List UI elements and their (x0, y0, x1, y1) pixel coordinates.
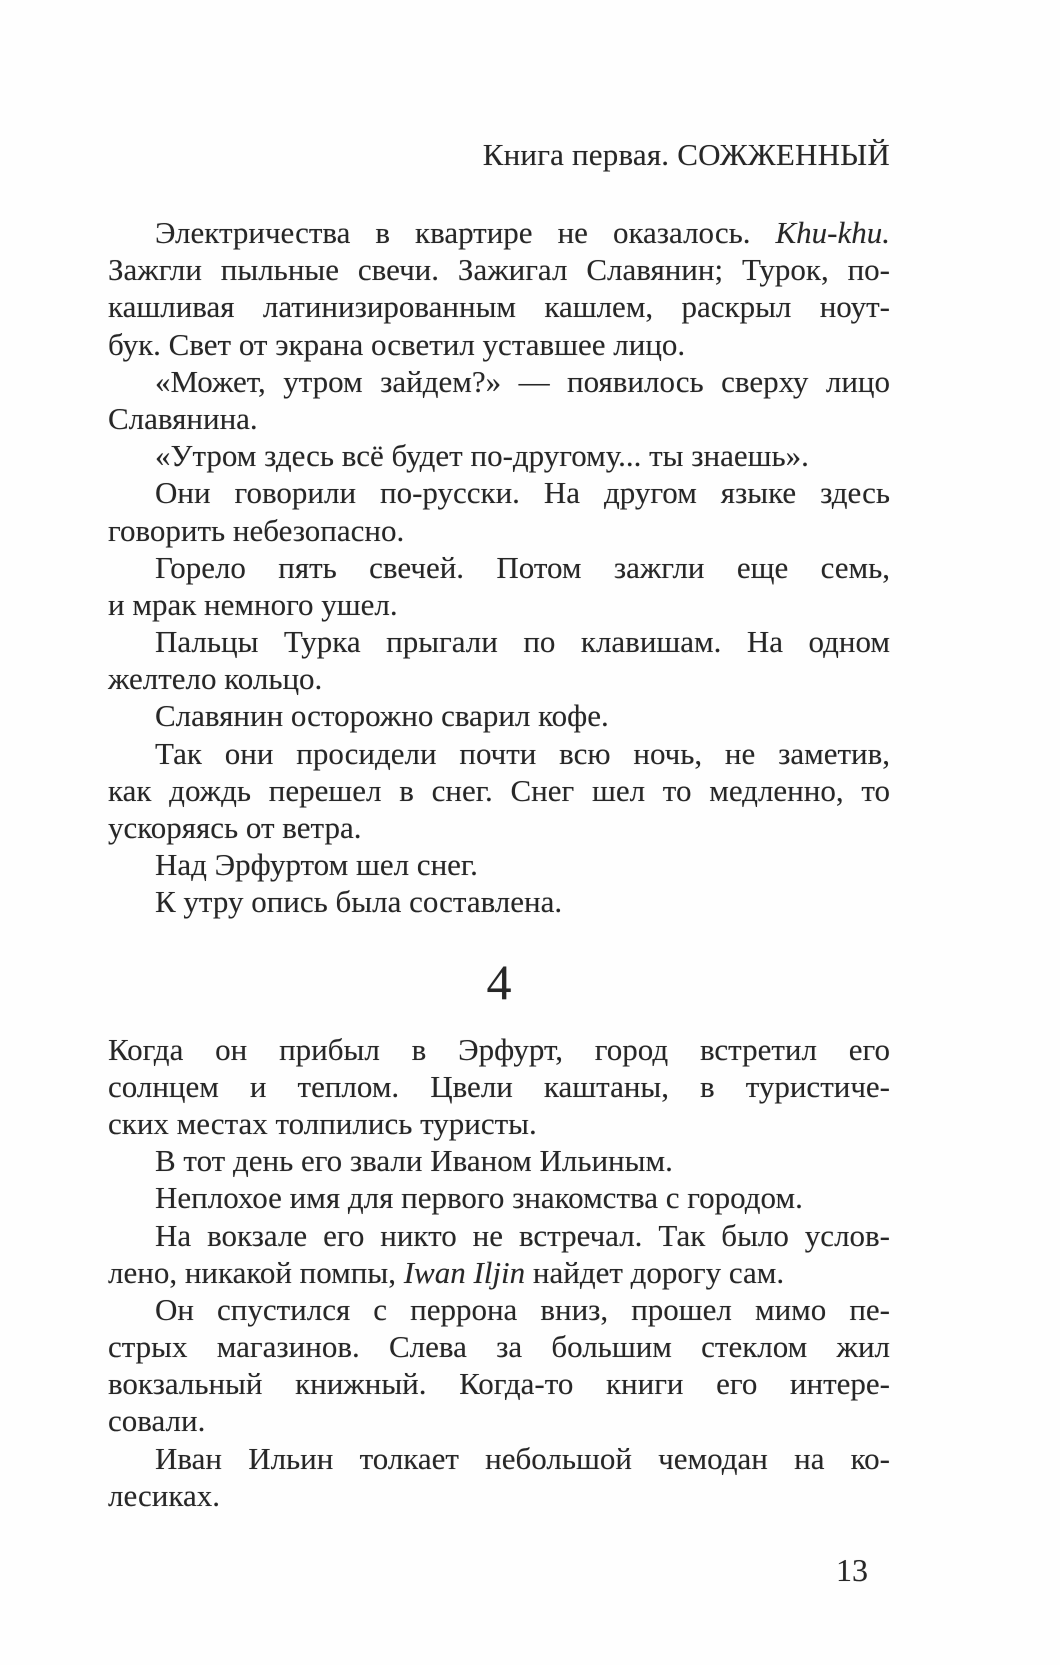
text-line (108, 623, 890, 660)
text-line (108, 697, 890, 734)
text-segment: совали. (108, 1403, 206, 1439)
paragraph (108, 1217, 890, 1291)
text-segment: найдет дорогу сам. (525, 1254, 785, 1290)
text-line (108, 883, 890, 920)
text-segment: лено, никакой помпы, (108, 1254, 404, 1290)
text-line (108, 363, 890, 400)
text-segment: Пальцы Турка прыгали по клавишам. На одном (155, 624, 890, 660)
text-line (108, 1031, 890, 1068)
text-segment: ских местах толпились туристы. (108, 1105, 537, 1141)
text-line (108, 1142, 890, 1179)
text-line (108, 586, 890, 623)
text-segment: Электричества в квартире не оказалось. (155, 215, 776, 250)
text-segment: Над Эрфуртом шел снег. (155, 847, 478, 883)
running-header: Книга первая. СОЖЖЕННЫЙ (482, 137, 890, 172)
text-segment: кашливая латинизированным кашлем, раскрыл ноут- (108, 289, 890, 325)
text-line (108, 1477, 890, 1514)
text-line (108, 1328, 890, 1365)
text-segment: стрых магазинов. Слева за большим стеклом жил (108, 1329, 890, 1365)
text-segment: Зажгли пыльные свечи. Зажигал Славянин; Турок, по- (108, 252, 890, 288)
text-segment: Славянин осторожно сварил кофе. (155, 698, 609, 734)
paragraph (108, 883, 890, 920)
text-segment: лесиках. (108, 1477, 220, 1513)
text-segment: вокзальный книжный. Когда-то книги его интере- (108, 1366, 890, 1402)
page-number: 13 (836, 1552, 868, 1588)
paragraph (108, 846, 890, 883)
text-line (108, 214, 890, 251)
text-line (108, 846, 890, 883)
text-line (108, 1179, 890, 1216)
paragraph (108, 735, 890, 847)
text-line (108, 660, 890, 697)
text-line (108, 512, 890, 549)
text-segment: «Утром здесь всё будет по-другому... ты знаешь». (155, 438, 809, 474)
text-line (108, 326, 890, 363)
paragraph (108, 549, 890, 623)
paragraph (108, 1440, 890, 1514)
paragraph (108, 437, 890, 474)
text-segment: ускоряясь от ветра. (108, 810, 362, 845)
text-line (108, 437, 890, 474)
page-body (108, 214, 890, 1514)
text-line (108, 549, 890, 586)
paragraph (108, 474, 890, 548)
text-line (108, 1254, 890, 1291)
text-segment: В тот день его звали Иваном Ильиным. (155, 1143, 673, 1179)
text-segment: Он спустился с перрона вниз, прошел мимо пе- (155, 1291, 890, 1327)
text-line (108, 772, 890, 809)
text-segment: Славянина. (108, 400, 258, 436)
text-line (108, 1291, 890, 1328)
text-segment: солнцем и теплом. Цвели каштаны, в туристиче- (108, 1068, 890, 1104)
paragraph (108, 214, 890, 363)
text-line (108, 1105, 890, 1142)
text-segment: Так они просидели почти всю ночь, не заметив, (155, 735, 890, 771)
paragraph (108, 1179, 890, 1216)
text-segment: Иван Ильин толкает небольшой чемодан на ко- (155, 1440, 890, 1476)
paragraph (108, 1291, 890, 1440)
text-line (108, 809, 890, 846)
text-segment: Неплохое имя для первого знакомства с городом. (155, 1180, 803, 1216)
section-number-heading: 4 (486, 953, 512, 1010)
text-line (108, 474, 890, 511)
text-line (108, 735, 890, 772)
italic-phrase: Iwan Iljin (403, 1254, 526, 1290)
text-line (108, 1217, 890, 1254)
text-segment: На вокзале его никто не встречал. Так было услов- (155, 1217, 890, 1253)
text-line (108, 251, 890, 288)
text-segment: говорить небезопасно. (108, 512, 405, 548)
text-segment: и мрак немного ушел. (108, 586, 398, 622)
text-segment: Когда он прибыл в Эрфурт, город встретил его (108, 1031, 890, 1067)
text-segment: желтело кольцо. (108, 661, 323, 697)
text-segment: Они говорили по-русски. На другом языке здесь (155, 475, 890, 511)
text-line (108, 1440, 890, 1477)
paragraph (108, 697, 890, 734)
paragraph (108, 363, 890, 437)
text-segment: К утру опись была составлена. (155, 884, 563, 920)
text-segment: бук. Свет от экрана осветил уставшее лицо. (108, 326, 686, 362)
text-line (108, 1402, 890, 1439)
paragraph (108, 1031, 890, 1143)
text-line (108, 400, 890, 437)
text-segment: как дождь перешел в снег. Снег шел то медленно, то (108, 772, 890, 808)
text-line (108, 288, 890, 325)
paragraph (108, 1142, 890, 1179)
italic-phrase: Khu-khu. (775, 215, 890, 250)
text-segment: Горело пять свечей. Потом зажгли еще семь, (155, 549, 890, 585)
text-line (108, 1068, 890, 1105)
text-segment: «Может, утром зайдем?» — появилось сверху лицо (155, 363, 890, 399)
paragraph (108, 623, 890, 697)
text-line (108, 1365, 890, 1402)
